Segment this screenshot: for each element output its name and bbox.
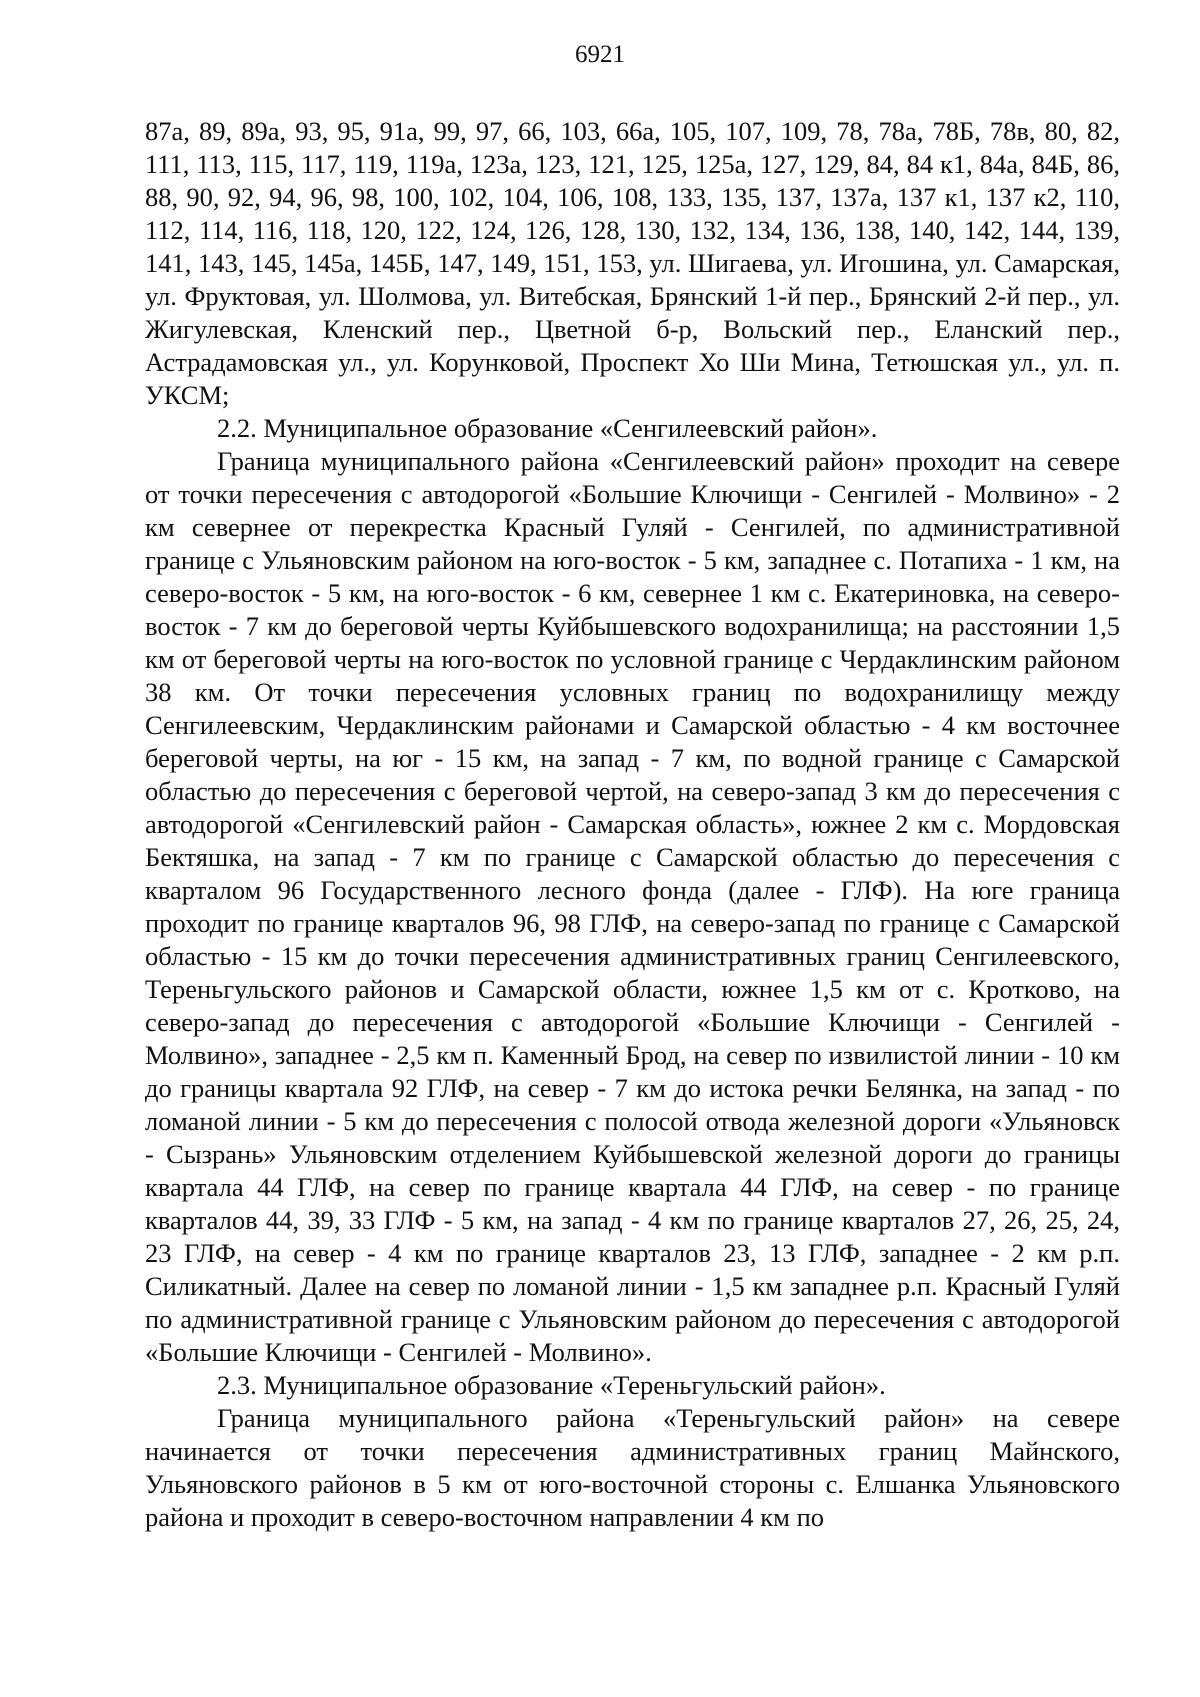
paragraph-address-list: 87а, 89, 89а, 93, 95, 91а, 99, 97, 66, 103, 66а, 105, 107, 109, 78, 78а, 78Б, 78в, 80, 82, 111, 113, 115, 117, 119, 119а, 123а, 123, 121, 125, 125а, 127, 129, 84, 84 к1, 84а, 84Б, 86, 88, 90, 92, 94, 96, 98, 100, 102, 104, 106, 108, 133, 135, 137, 137а, 137 к1, 137 к2, 110, 112, 114, 116, 118, 120, 122, 124, 126, 128, 130, 132, 134, 136, 138, 140, 142, 144, 139, 141, 143, 145, 145а, 145Б, 147, 149, 151, 153, ул. Шигаева, ул. Игошина, ул. Самарская, ул. Фруктовая, ул. Шолмова, ул. Витебская, Брянский 1-й пер., Брянский 2-й пер., ул. Жигулевская, Кленский пер., Цветной б-р, Вольский пер., Еланский пер., Астрадамовская ул., ул. Корунковой, Проспект Хо Ши Мина, Тетюшская ул., ул. п. УКСМ;	[145, 116, 1120, 410]
page-number: 6921	[575, 41, 625, 68]
paragraph-sengileevsky-boundary: Граница муниципального района «Сенгилеевский район» проходит на севере от точки пересечения с автодорогой «Большие Ключищи - Сенгилей - Молвино» - 2 км севернее от перекрестка Красный Гуляй - Сенгилей, по административной границе с Ульяновским районом на юго-восток - 5 км, западнее с. Потапиха - 1 км, на северо-восток - 5 км, на юго-восток - 6 км, севернее 1 км с. Екатериновка, на северо-восток - 7 км до береговой черты Куйбышевского водохранилища; на расстоянии 1,5 км от береговой черты на юго-восток по условной границе с Чердаклинским районом 38 км. От точки пересечения условных границ по водохранилищу между Сенгилеевским, Чердаклинским районами и Самарской областью - 4 км восточнее береговой черты, на юг - 15 км, на запад - 7 км, по водной границе с Самарской областью до пересечения с береговой чертой, на северо-запад 3 км до пересечения с автодорогой «Сенгилевский район - Самарская область», южнее 2 км с. Мордовская Бектяшка, на запад - 7 км по границе с Самарской областью до пересечения с кварталом 96 Государственного лесного фонда (далее - ГЛФ). На юге граница проходит по границе кварталов 96, 98 ГЛФ, на северо-запад по границе с Самарской областью - 15 км до точки пересечения административных границ Сенгилеевского, Тереньгульского районов и Самарской области, южнее 1,5 км от с. Кротково, на северо-запад до пересечения с автодорогой «Большие Ключищи - Сенгилей - Молвино», западнее - 2,5 км п. Каменный Брод, на север по извилистой линии - 10 км до границы квартала 92 ГЛФ, на север - 7 км до истока речки Белянка, на запад - по ломаной линии - 5 км до пересечения с полосой отвода железной дороги «Ульяновск - Сызрань» Ульяновским отделением Куйбышевской железной дороги до границы квартала 44 ГЛФ, на север по границе квартала 44 ГЛФ, на север - по границе кварталов 44, 39, 33 ГЛФ - 5 км, на запад - 4 км по границе кварталов 27, 26, 25, 24, 23 ГЛФ, на север - 4 км по границе кварталов 23, 13 ГЛФ, западнее - 2 км р.п. Силикатный. Далее на север по ломаной линии - 1,5 км западнее р.п. Красный Гуляй по административной границе с Ульяновским районом до пересечения с автодорогой «Большие Ключищи - Сенгилей - Молвино».	[145, 446, 1120, 1367]
document-body	[145, 115, 1120, 1534]
paragraph-terengulsky-boundary: Граница муниципального района «Тереньгульский район» на севере начинается от точки пересечения административных границ Майнского, Ульяновского районов в 5 км от юго-восточной стороны с. Елшанка Ульяновского района и проходит в северо-восточном направлении 4 км по	[145, 1403, 1120, 1532]
section-heading-2-3: 2.3. Муниципальное образование «Тереньгульский район».	[217, 1370, 886, 1400]
section-heading-2-2: 2.2. Муниципальное образование «Сенгилеевский район».	[217, 413, 878, 443]
